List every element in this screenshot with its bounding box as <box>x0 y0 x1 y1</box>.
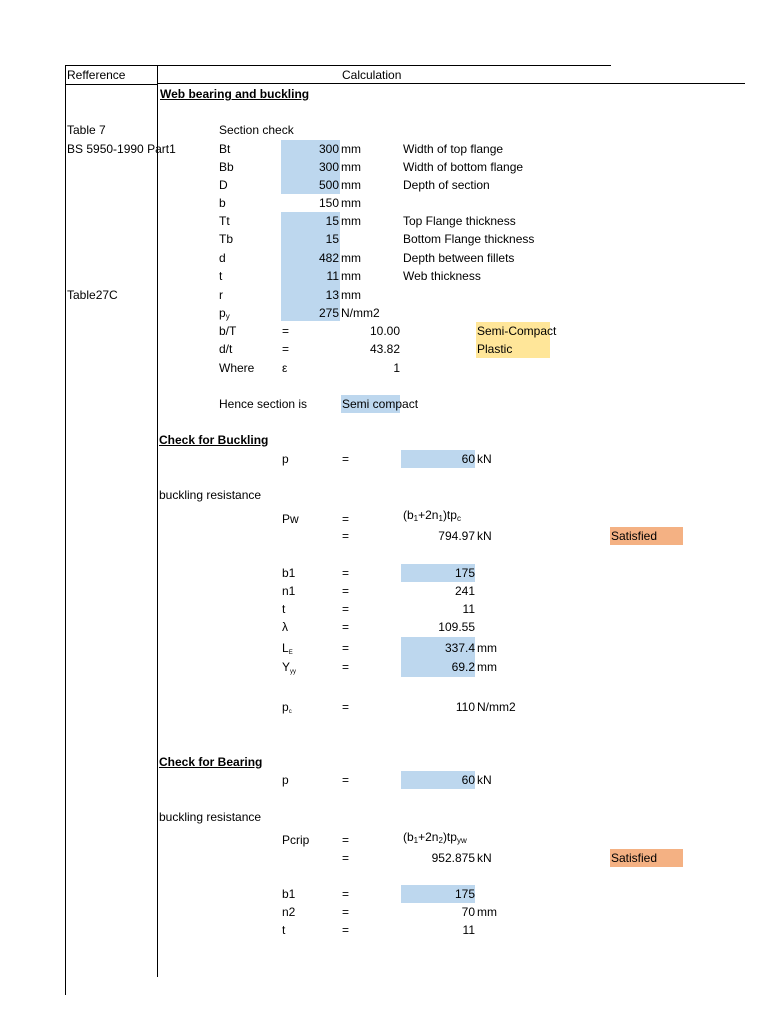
unit-r: mm <box>341 288 361 302</box>
header-bottom-border-calculation <box>158 83 745 84</box>
desc-d-fillets: Depth between fillets <box>403 251 515 265</box>
unit-tt: mm <box>341 214 361 228</box>
pcrip-equals: = <box>342 833 350 847</box>
pw-equals-2: = <box>342 529 350 543</box>
desc-tt: Top Flange thickness <box>403 214 516 228</box>
ryy-equals: = <box>342 660 350 674</box>
bearing-p-symbol: p <box>282 773 289 787</box>
section-check-label: Section check <box>219 123 294 137</box>
value-d-depth: 500 <box>318 178 339 192</box>
desc-tb: Bottom Flange thickness <box>403 232 535 246</box>
lambda-symbol: λ <box>282 620 288 634</box>
left-border <box>65 65 66 995</box>
b1-symbol: b1 <box>282 566 296 580</box>
n2-equals: = <box>342 905 350 919</box>
bearing-t-equals: = <box>342 923 350 937</box>
symbol-bt: Bt <box>219 142 231 156</box>
le-equals: = <box>342 641 350 655</box>
buckling-status-badge: Satisfied <box>611 529 658 543</box>
reference-column-header: Refference <box>67 68 126 82</box>
bearing-b1-equals: = <box>342 887 350 901</box>
ratio-dt-classification: Plastic <box>477 342 513 356</box>
calculation-column-header: Calculation <box>342 68 402 82</box>
ratio-bt-equals: = <box>282 324 290 338</box>
ratio-dt-equals: = <box>282 342 290 356</box>
pw-value: 794.97 <box>438 529 475 543</box>
bearing-b1-symbol: b1 <box>282 887 296 901</box>
bearing-resistance-label: buckling resistance <box>159 810 262 824</box>
unit-t-web: mm <box>341 269 361 283</box>
value-tb: 15 <box>325 232 339 246</box>
symbol-tt: Tt <box>219 214 230 228</box>
ratio-bt-symbol: b/T <box>219 324 237 338</box>
pw-unit: kN <box>477 529 492 543</box>
le-value: 337.4 <box>444 641 475 655</box>
unit-b: mm <box>341 196 361 210</box>
ryy-value: 69.2 <box>451 660 475 674</box>
ratio-bt-value: 10.00 <box>369 324 400 338</box>
bearing-heading: Check for Bearing <box>159 755 263 769</box>
le-symbol: $L_E$ <box>282 641 293 656</box>
t-buckling-symbol: t <box>282 602 286 616</box>
ratio-bt-classification: Semi-Compact <box>477 324 557 338</box>
pc-symbol: $p_c$ <box>282 700 292 715</box>
bearing-t-value: 11 <box>462 923 475 937</box>
pw-equals: = <box>342 512 350 526</box>
where-label: Where <box>219 361 255 375</box>
unit-d-depth: mm <box>341 178 361 192</box>
symbol-bb: Bb <box>219 160 234 174</box>
buckling-resistance-label: buckling resistance <box>159 488 262 502</box>
pc-value: 110 <box>455 700 475 714</box>
desc-t-web: Web thickness <box>403 269 481 283</box>
header-bottom-border-reference <box>65 84 158 85</box>
page-title: Web bearing and buckling <box>160 87 310 101</box>
symbol-py: $p_y$ <box>219 306 230 321</box>
pcrip-value: 952.875 <box>431 851 475 865</box>
unit-bb: mm <box>341 160 361 174</box>
bearing-b1-value: 175 <box>454 887 475 901</box>
pcrip-formula: $(b_1+2n_2)tp_{yw}$ <box>403 830 467 845</box>
bearing-p-value: 60 <box>461 773 475 787</box>
value-t-web: 11 <box>326 269 339 283</box>
ryy-unit: mm <box>477 660 497 674</box>
header-top-border <box>65 65 611 66</box>
buckling-p-symbol: p <box>282 452 289 466</box>
pw-formula: $(b_1+2n_1)tp_c$ <box>403 508 461 523</box>
symbol-d-depth: D <box>219 178 228 192</box>
hence-label: Hence section is <box>219 397 308 411</box>
value-d-fillets: 482 <box>318 251 339 265</box>
ratio-dt-symbol: d/t <box>219 342 233 356</box>
value-py: 275 <box>318 306 339 320</box>
n2-value: 70 <box>461 905 475 919</box>
reference-table-7: Table 7 <box>67 123 106 137</box>
symbol-t-web: t <box>219 269 223 283</box>
reference-bs-5950: BS 5950-1990 Part1 <box>67 142 176 156</box>
n2-unit: mm <box>477 905 497 919</box>
unit-bt: mm <box>341 142 361 156</box>
epsilon-value: 1 <box>393 361 400 375</box>
n2-symbol: n2 <box>282 905 296 919</box>
desc-d-depth: Depth of section <box>403 178 490 192</box>
reference-table-27c: Table27C <box>67 288 118 302</box>
buckling-p-unit: kN <box>477 452 492 466</box>
pcrip-unit: kN <box>477 851 492 865</box>
ratio-dt-value: 43.82 <box>369 342 400 356</box>
desc-bb: Width of bottom flange <box>403 160 524 174</box>
bearing-p-unit: kN <box>477 773 492 787</box>
unit-d-fillets: mm <box>341 251 361 265</box>
buckling-p-equals: = <box>342 452 350 466</box>
t-buckling-value: 11 <box>462 602 475 616</box>
unit-py: N/mm2 <box>341 306 380 320</box>
desc-bt: Width of top flange <box>403 142 504 156</box>
ryy-symbol: $Y_{yy}$ <box>282 660 297 675</box>
value-r: 13 <box>325 288 339 302</box>
bearing-status-badge: Satisfied <box>611 851 658 865</box>
pw-symbol: Pw <box>282 512 299 526</box>
n1-equals: = <box>342 584 350 598</box>
pc-unit: N/mm2 <box>477 700 516 714</box>
value-b: 150 <box>318 196 339 210</box>
symbol-tb: Tb <box>219 232 234 246</box>
n1-symbol: n1 <box>282 584 296 598</box>
lambda-equals: = <box>342 620 350 634</box>
pcrip-equals-2: = <box>342 851 350 865</box>
pc-equals: = <box>342 700 350 714</box>
epsilon-symbol: ε <box>282 361 288 375</box>
buckling-heading: Check for Buckling <box>159 433 269 447</box>
n1-value: 241 <box>454 584 475 598</box>
buckling-p-value: 60 <box>461 452 475 466</box>
section-class-value: Semi compact <box>342 397 419 411</box>
pcrip-symbol: Pcrip <box>282 833 310 847</box>
symbol-r: r <box>219 288 223 302</box>
symbol-b: b <box>219 196 226 210</box>
le-unit: mm <box>477 641 497 655</box>
t-buckling-equals: = <box>342 602 350 616</box>
bearing-t-symbol: t <box>282 923 286 937</box>
b1-value: 175 <box>454 566 475 580</box>
b1-equals: = <box>342 566 350 580</box>
value-bt: 300 <box>318 142 339 156</box>
bearing-p-equals: = <box>342 773 350 787</box>
value-bb: 300 <box>318 160 339 174</box>
lambda-value: 109.55 <box>438 620 475 634</box>
value-tt: 15 <box>325 214 339 228</box>
symbol-d-fillets: d <box>219 251 226 265</box>
column-divider <box>157 65 158 977</box>
